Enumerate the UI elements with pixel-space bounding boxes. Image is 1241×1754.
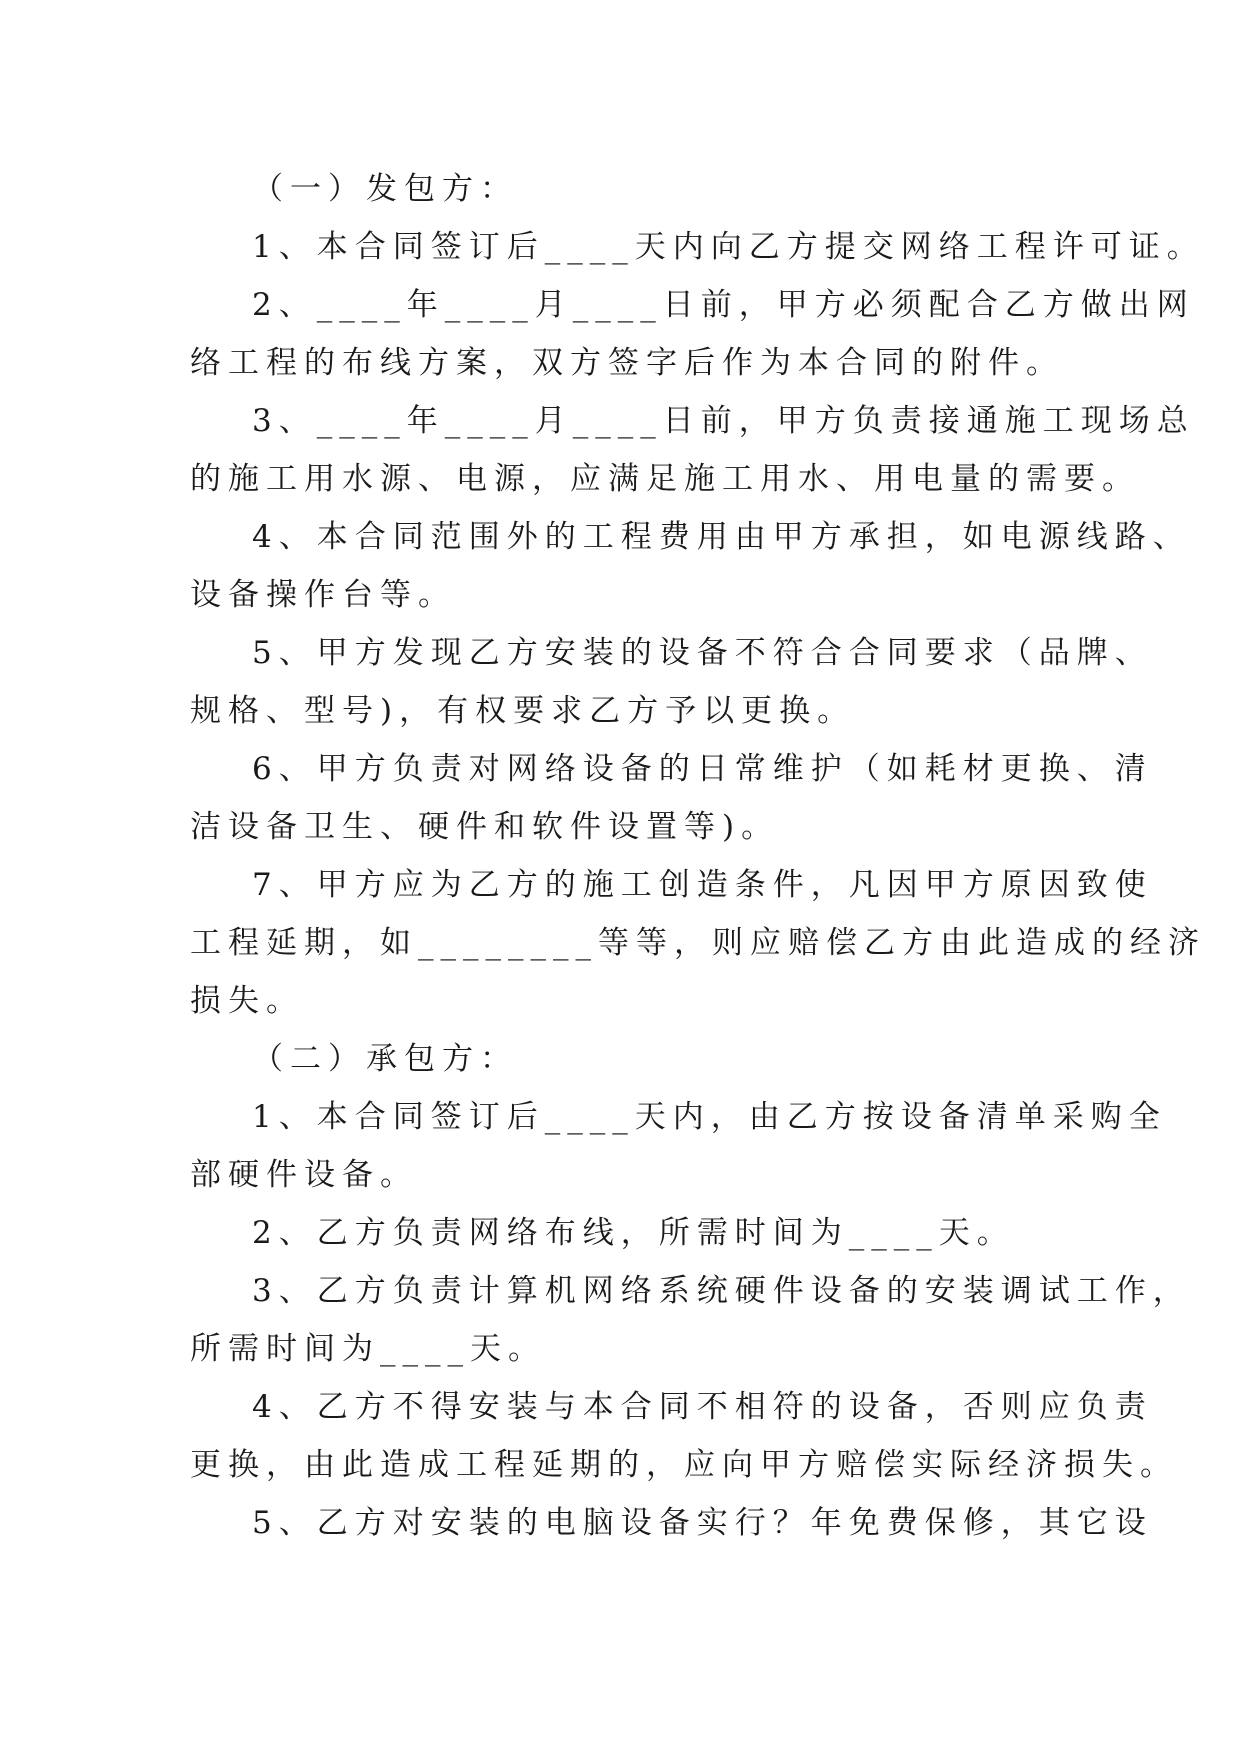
text-line: 4、本合同范围外的工程费用由甲方承担，如电源线路、 bbox=[252, 519, 1191, 555]
text-line: 规格、型号)，有权要求乙方予以更换。 bbox=[190, 693, 856, 729]
text-line: 1、本合同签订后____天内，由乙方按设备清单采购全 bbox=[252, 1099, 1167, 1135]
text-line: 更换，由此造成工程延期的，应向甲方赔偿实际经济损失。 bbox=[190, 1447, 1178, 1483]
text-line: 设备操作台等。 bbox=[190, 577, 456, 613]
section-heading-client: （一）发包方： bbox=[252, 171, 518, 207]
text-line: 部硬件设备。 bbox=[190, 1157, 418, 1193]
text-line: 损失。 bbox=[190, 983, 304, 1019]
text-line: 3、____年____月____日前，甲方负责接通施工现场总 bbox=[252, 403, 1195, 439]
text-line: 2、乙方负责网络布线，所需时间为____天。 bbox=[252, 1215, 1015, 1251]
text-line: 的施工用水源、电源，应满足施工用水、用电量的需要。 bbox=[190, 461, 1140, 497]
document-body bbox=[190, 160, 1206, 1552]
text-line: 1、本合同签订后____天内向乙方提交网络工程许可证。 bbox=[252, 229, 1205, 265]
text-line: 2、____年____月____日前，甲方必须配合乙方做出网 bbox=[252, 287, 1195, 323]
text-line: 5、乙方对安装的电脑设备实行？年免费保修，其它设 bbox=[252, 1505, 1153, 1541]
text-line: 3、乙方负责计算机网络系统硬件设备的安装调试工作， bbox=[252, 1273, 1191, 1309]
text-line: 所需时间为____天。 bbox=[190, 1331, 546, 1367]
text-line: 7、甲方应为乙方的施工创造条件，凡因甲方原因致使 bbox=[252, 867, 1153, 903]
text-line: 工程延期，如________等等，则应赔偿乙方由此造成的经济 bbox=[190, 925, 1206, 961]
text-line: 4、乙方不得安装与本合同不相符的设备，否则应负责 bbox=[252, 1389, 1153, 1425]
text-line: 5、甲方发现乙方安装的设备不符合合同要求（品牌、 bbox=[252, 635, 1153, 671]
text-line: 洁设备卫生、硬件和软件设置等)。 bbox=[190, 809, 780, 845]
text-line: 6、甲方负责对网络设备的日常维护（如耗材更换、清 bbox=[252, 751, 1153, 787]
section-heading-contractor: （二）承包方： bbox=[252, 1041, 518, 1077]
text-line: 络工程的布线方案，双方签字后作为本合同的附件。 bbox=[190, 345, 1064, 381]
